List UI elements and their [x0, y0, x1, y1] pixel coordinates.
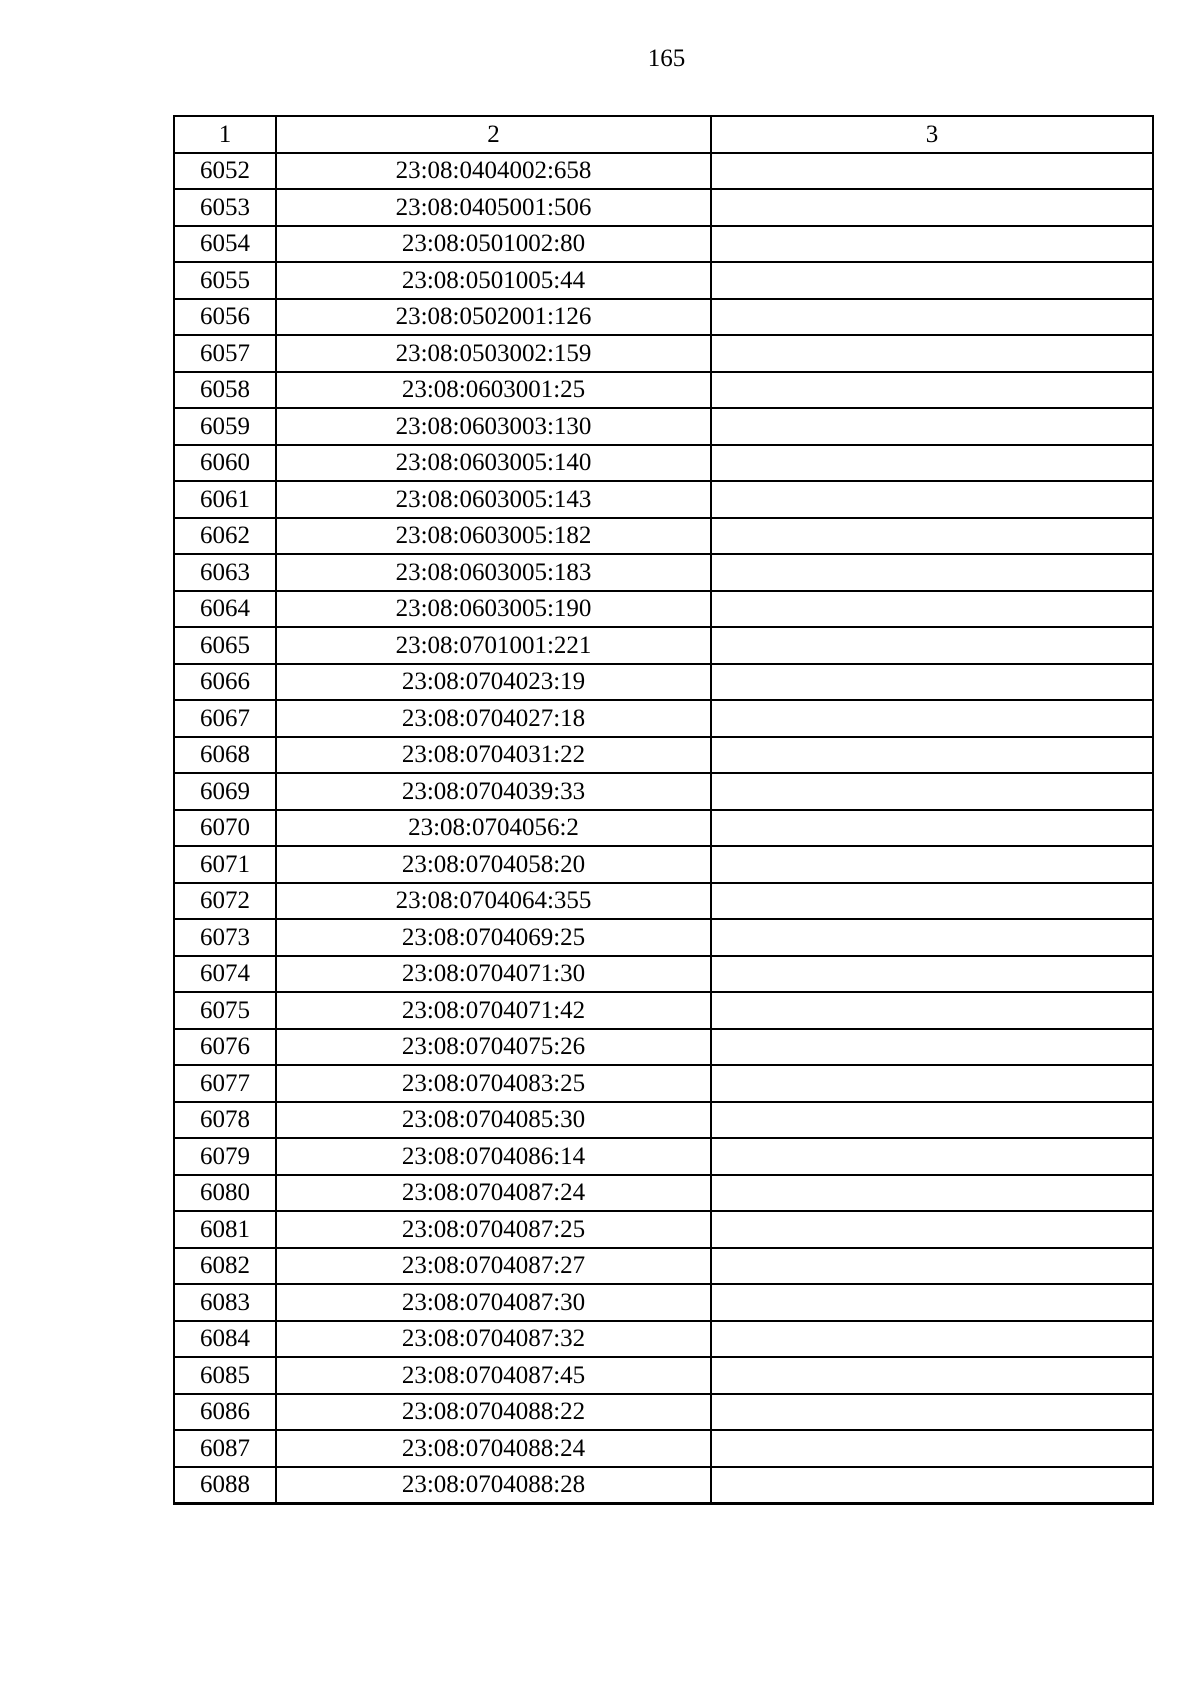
row-number-cell: 6058	[174, 372, 276, 409]
column-3-cell	[711, 518, 1153, 555]
row-number-cell: 6060	[174, 445, 276, 482]
table-row	[174, 846, 1153, 883]
column-3-cell	[711, 700, 1153, 737]
row-number-cell: 6070	[174, 810, 276, 847]
table-row	[174, 518, 1153, 555]
cadastral-number-cell: 23:08:0704069:25	[276, 919, 711, 956]
row-number-cell: 6065	[174, 627, 276, 664]
table-row	[174, 1175, 1153, 1212]
row-number-cell: 6083	[174, 1284, 276, 1321]
cadastral-number-cell: 23:08:0501005:44	[276, 262, 711, 299]
cadastral-number-cell: 23:08:0704087:32	[276, 1321, 711, 1358]
row-number-cell: 6066	[174, 664, 276, 701]
column-3-cell	[711, 846, 1153, 883]
column-3-cell	[711, 1248, 1153, 1285]
column-3-cell	[711, 445, 1153, 482]
cadastral-number-cell: 23:08:0704056:2	[276, 810, 711, 847]
cadastral-number-cell: 23:08:0501002:80	[276, 226, 711, 263]
row-number-cell: 6080	[174, 1175, 276, 1212]
header-row	[174, 116, 1153, 153]
column-3-cell	[711, 1284, 1153, 1321]
table-row	[174, 554, 1153, 591]
column-3-cell	[711, 554, 1153, 591]
row-number-cell: 6077	[174, 1065, 276, 1102]
table-row	[174, 1321, 1153, 1358]
table-row	[174, 1065, 1153, 1102]
cadastral-number-cell: 23:08:0603003:130	[276, 408, 711, 445]
table-row	[174, 773, 1153, 810]
column-3-cell	[711, 773, 1153, 810]
row-number-cell: 6072	[174, 883, 276, 920]
row-number-cell: 6085	[174, 1357, 276, 1394]
row-number-cell: 6076	[174, 1029, 276, 1066]
column-3-cell	[711, 1029, 1153, 1066]
cadastral-number-cell: 23:08:0704087:45	[276, 1357, 711, 1394]
cadastral-number-cell: 23:08:0704087:30	[276, 1284, 711, 1321]
table-row	[174, 1467, 1153, 1504]
cadastral-number-cell: 23:08:0704088:24	[276, 1430, 711, 1467]
cadastral-number-cell: 23:08:0704087:27	[276, 1248, 711, 1285]
row-number-cell: 6082	[174, 1248, 276, 1285]
table-row	[174, 153, 1153, 190]
column-3-cell	[711, 299, 1153, 336]
table-row	[174, 372, 1153, 409]
row-number-cell: 6069	[174, 773, 276, 810]
table-row	[174, 810, 1153, 847]
row-number-cell: 6067	[174, 700, 276, 737]
table-row	[174, 1211, 1153, 1248]
column-3-cell	[711, 664, 1153, 701]
cadastral-number-cell: 23:08:0405001:506	[276, 189, 711, 226]
row-number-cell: 6084	[174, 1321, 276, 1358]
row-number-cell: 6057	[174, 335, 276, 372]
row-number-cell: 6054	[174, 226, 276, 263]
column-3-cell	[711, 1138, 1153, 1175]
cadastral-number-cell: 23:08:0704087:25	[276, 1211, 711, 1248]
row-number-cell: 6079	[174, 1138, 276, 1175]
row-number-cell: 6064	[174, 591, 276, 628]
column-3-cell	[711, 956, 1153, 993]
table-row	[174, 1357, 1153, 1394]
row-number-cell: 6056	[174, 299, 276, 336]
column-3-cell	[711, 1357, 1153, 1394]
table-row	[174, 189, 1153, 226]
table-row	[174, 445, 1153, 482]
cadastral-number-cell: 23:08:0603005:140	[276, 445, 711, 482]
row-number-cell: 6087	[174, 1430, 276, 1467]
column-3-cell	[711, 1211, 1153, 1248]
cadastral-number-cell: 23:08:0704087:24	[276, 1175, 711, 1212]
cadastral-number-cell: 23:08:0603005:183	[276, 554, 711, 591]
cadastral-number-cell: 23:08:0704086:14	[276, 1138, 711, 1175]
table-row	[174, 1138, 1153, 1175]
column-3-cell	[711, 153, 1153, 190]
cadastral-number-cell: 23:08:0704071:42	[276, 992, 711, 1029]
table-header	[174, 116, 1153, 153]
column-3-cell	[711, 1394, 1153, 1431]
cadastral-number-cell: 23:08:0701001:221	[276, 627, 711, 664]
row-number-cell: 6086	[174, 1394, 276, 1431]
column-3-cell	[711, 335, 1153, 372]
cadastral-number-cell: 23:08:0704071:30	[276, 956, 711, 993]
column-3-cell	[711, 883, 1153, 920]
cadastral-number-cell: 23:08:0704039:33	[276, 773, 711, 810]
table-row	[174, 1430, 1153, 1467]
row-number-cell: 6063	[174, 554, 276, 591]
table-row	[174, 408, 1153, 445]
column-3-cell	[711, 1430, 1153, 1467]
cadastral-number-cell: 23:08:0704027:18	[276, 700, 711, 737]
cadastral-number-cell: 23:08:0704031:22	[276, 737, 711, 774]
cadastral-number-cell: 23:08:0404002:658	[276, 153, 711, 190]
row-number-cell: 6071	[174, 846, 276, 883]
table-row	[174, 627, 1153, 664]
table-row	[174, 883, 1153, 920]
row-number-cell: 6081	[174, 1211, 276, 1248]
table-row	[174, 1248, 1153, 1285]
cadastral-number-cell: 23:08:0704083:25	[276, 1065, 711, 1102]
column-3-cell	[711, 408, 1153, 445]
cadastral-number-cell: 23:08:0704088:22	[276, 1394, 711, 1431]
table-row	[174, 992, 1153, 1029]
row-number-cell: 6053	[174, 189, 276, 226]
column-3-cell	[711, 1321, 1153, 1358]
cadastral-number-cell: 23:08:0704023:19	[276, 664, 711, 701]
table-row	[174, 1394, 1153, 1431]
table-row	[174, 226, 1153, 263]
table-row	[174, 1029, 1153, 1066]
row-number-cell: 6078	[174, 1102, 276, 1139]
column-3-cell	[711, 481, 1153, 518]
column-3-cell	[711, 1175, 1153, 1212]
row-number-cell: 6062	[174, 518, 276, 555]
cadastral-number-cell: 23:08:0704075:26	[276, 1029, 711, 1066]
column-3-cell	[711, 591, 1153, 628]
table-row	[174, 1102, 1153, 1139]
column-header-2: 2	[276, 116, 711, 153]
table-row	[174, 956, 1153, 993]
column-3-cell	[711, 992, 1153, 1029]
column-3-cell	[711, 1102, 1153, 1139]
page-number: 165	[647, 45, 686, 72]
column-3-cell	[711, 262, 1153, 299]
cadastral-number-cell: 23:08:0503002:159	[276, 335, 711, 372]
column-3-cell	[711, 1467, 1153, 1504]
table-row	[174, 591, 1153, 628]
table-row	[174, 262, 1153, 299]
column-3-cell	[711, 737, 1153, 774]
row-number-cell: 6074	[174, 956, 276, 993]
column-3-cell	[711, 919, 1153, 956]
cadastral-number-cell: 23:08:0603005:143	[276, 481, 711, 518]
cadastral-number-cell: 23:08:0704064:355	[276, 883, 711, 920]
cadastral-number-cell: 23:08:0704085:30	[276, 1102, 711, 1139]
table-body	[174, 153, 1153, 1504]
table-row	[174, 919, 1153, 956]
cadastral-number-cell: 23:08:0704058:20	[276, 846, 711, 883]
row-number-cell: 6061	[174, 481, 276, 518]
column-3-cell	[711, 189, 1153, 226]
table-row	[174, 700, 1153, 737]
table-row	[174, 335, 1153, 372]
row-number-cell: 6068	[174, 737, 276, 774]
cadastral-number-cell: 23:08:0603005:190	[276, 591, 711, 628]
column-3-cell	[711, 372, 1153, 409]
cadastral-number-cell: 23:08:0502001:126	[276, 299, 711, 336]
row-number-cell: 6055	[174, 262, 276, 299]
column-header-3: 3	[711, 116, 1153, 153]
table-row	[174, 1284, 1153, 1321]
table-row	[174, 664, 1153, 701]
column-3-cell	[711, 1065, 1153, 1102]
column-3-cell	[711, 810, 1153, 847]
column-3-cell	[711, 627, 1153, 664]
row-number-cell: 6052	[174, 153, 276, 190]
data-table	[173, 115, 1154, 1505]
row-number-cell: 6059	[174, 408, 276, 445]
cadastral-number-cell: 23:08:0603001:25	[276, 372, 711, 409]
table-row	[174, 737, 1153, 774]
row-number-cell: 6075	[174, 992, 276, 1029]
row-number-cell: 6073	[174, 919, 276, 956]
column-3-cell	[711, 226, 1153, 263]
table-row	[174, 481, 1153, 518]
row-number-cell: 6088	[174, 1467, 276, 1504]
column-header-1: 1	[174, 116, 276, 153]
table-row	[174, 299, 1153, 336]
cadastral-number-cell: 23:08:0704088:28	[276, 1467, 711, 1504]
cadastral-number-cell: 23:08:0603005:182	[276, 518, 711, 555]
